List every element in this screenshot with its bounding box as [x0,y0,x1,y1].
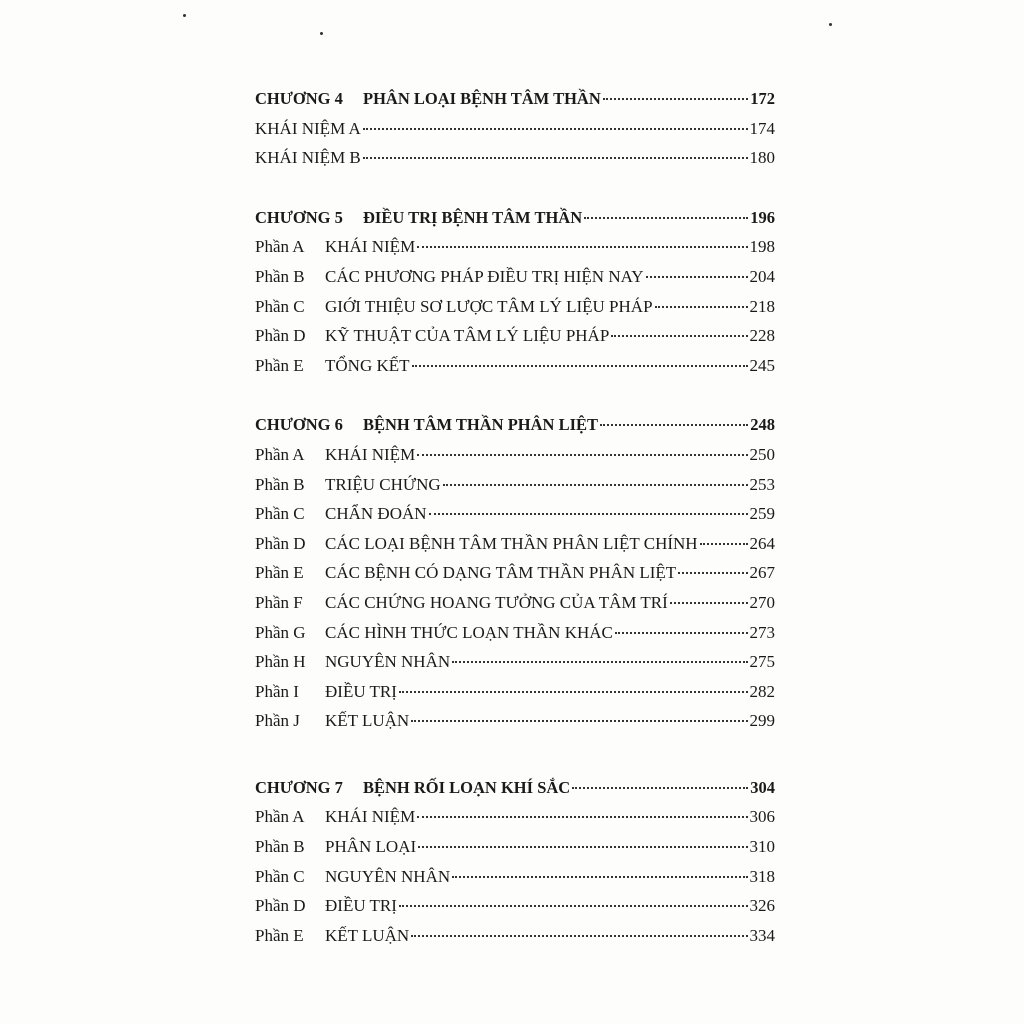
toc-page-number: 304 [750,777,775,797]
toc-part-label: CHƯƠNG 4 [255,89,343,108]
dot-leader [399,904,748,907]
toc-part-label: Phần D [255,326,306,346]
toc-entry [255,921,775,951]
dot-leader [611,334,747,337]
toc-part-label: Phần B [255,266,305,286]
dot-leader [572,786,748,789]
dot-leader [429,512,748,515]
toc-entry [255,618,775,648]
dot-leader [363,127,748,130]
toc-part-label: CHƯƠNG 7 [255,777,343,797]
toc-page-number: 264 [749,533,775,553]
toc-title: TRIỆU CHỨNG [325,474,441,494]
toc-page-number: 310 [749,837,775,857]
toc-part-label: Phần I [255,681,299,701]
toc-part-label: Phần F [255,592,303,612]
toc-chapter [255,203,775,381]
dot-leader [678,571,747,574]
toc-title: KHÁI NIỆM [325,807,416,827]
toc-part-label: Phần E [255,355,304,375]
dot-leader [615,631,748,634]
toc-title: ĐIỀU TRỊ BỆNH TÂM THẦN [363,207,583,227]
toc-title: KẾT LUẬN [325,925,410,945]
toc-title: CÁC CHỨNG HOANG TƯỞNG CỦA TÂM TRÍ [325,592,668,612]
toc-page-number: 270 [749,592,775,612]
chapter-heading [255,84,775,114]
toc-title: KHÁI NIỆM A [255,118,361,138]
toc-title: PHÂN LOẠI BỆNH TÂM THẦN [363,89,601,108]
toc-part-label: Phần C [255,866,305,886]
dust-speck [829,23,832,26]
section-gap [255,736,775,773]
toc-entry [255,470,775,500]
toc-page-number: 334 [749,925,775,945]
toc-title: KỸ THUẬT CỦA TÂM LÝ LIỆU PHÁP [325,326,610,346]
dust-speck [183,14,186,17]
toc-part-label: Phần A [255,237,305,257]
toc-chapter [255,410,775,736]
toc-entry [255,891,775,921]
dot-leader [700,542,748,545]
dot-leader [411,934,747,937]
toc-page-number: 273 [749,622,775,642]
dot-leader [452,660,747,663]
toc-entry [255,677,775,707]
toc-page-number: 174 [749,118,775,138]
dot-leader [452,875,747,878]
toc-title: CHẨN ĐOÁN [325,504,427,524]
toc-title: CÁC BỆNH CÓ DẠNG TÂM THẦN PHÂN LIỆT [325,563,677,583]
toc-part-label: CHƯƠNG 5 [255,207,343,227]
toc-page-number: 318 [749,866,775,886]
toc-page-number: 259 [749,504,775,524]
toc-page-number: 267 [749,563,775,583]
toc-entry [255,802,775,832]
toc-page-number: 326 [749,896,775,916]
toc-entry [255,558,775,588]
toc-part-label: Phần C [255,504,305,524]
toc-entry [255,588,775,618]
toc-page-number: 275 [749,652,775,672]
toc-part-label: Phần B [255,837,305,857]
dot-leader [412,364,748,367]
section-gap [255,380,775,410]
toc-page-number: 282 [749,681,775,701]
toc-part-label: Phần E [255,925,304,945]
toc-page-number: 250 [749,444,775,464]
toc-entry [255,114,775,144]
toc-page-number: 228 [749,326,775,346]
dot-leader [655,305,748,308]
dot-leader [399,690,748,693]
toc-page-number: 248 [750,415,775,435]
toc-title: NGUYÊN NHÂN [325,652,451,672]
toc-title: ĐIỀU TRỊ [325,896,397,916]
toc-page-number: 245 [749,355,775,375]
dot-leader [670,601,748,604]
toc-part-label: CHƯƠNG 6 [255,415,343,435]
toc-page-number: 204 [749,266,775,286]
toc-title: GIỚI THIỆU SƠ LƯỢC TÂM LÝ LIỆU PHÁP [325,296,653,316]
dust-speck [320,32,323,35]
dot-leader [411,719,747,722]
toc-page-number: 218 [749,296,775,316]
toc-entry [255,292,775,322]
chapter-heading [255,203,775,233]
toc-entry [255,706,775,736]
toc-page-number: 299 [749,711,775,731]
toc-part-label: Phần D [255,896,306,916]
toc-title: NGUYÊN NHÂN [325,866,451,886]
toc-chapter [255,84,775,173]
toc-entry [255,232,775,262]
toc-title: BỆNH RỐI LOẠN KHÍ SẮC [363,777,571,797]
toc-title: CÁC LOẠI BỆNH TÂM THẦN PHÂN LIỆT CHÍNH [325,533,698,553]
toc-part-label: Phần A [255,807,305,827]
toc-page-number: 196 [750,207,775,227]
toc-entry [255,862,775,892]
toc-page-number: 172 [750,89,775,108]
toc-part-label: Phần B [255,474,305,494]
toc-part-label: Phần A [255,444,305,464]
dot-leader [600,423,748,426]
toc-chapter [255,773,775,951]
toc-title: CÁC HÌNH THỨC LOẠN THẦN KHÁC [325,622,613,642]
table-of-contents [255,84,775,950]
toc-part-label: Phần C [255,296,305,316]
toc-part-label: Phần G [255,622,306,642]
dot-leader [417,453,747,456]
dot-leader [418,845,747,848]
chapter-heading [255,410,775,440]
toc-entry [255,351,775,381]
dot-leader [603,97,748,100]
toc-part-label: Phần J [255,711,300,731]
dot-leader [443,483,748,486]
dot-leader [417,245,747,248]
toc-entry [255,321,775,351]
toc-part-label: Phần D [255,533,306,553]
toc-page-number: 306 [749,807,775,827]
toc-title: ĐIỀU TRỊ [325,681,397,701]
dot-leader [417,815,747,818]
toc-page-number: 180 [749,148,775,168]
toc-entry [255,143,775,173]
toc-title: KHÁI NIỆM [325,444,416,464]
toc-page-number: 253 [749,474,775,494]
toc-title: PHÂN LOẠI [325,837,417,857]
toc-title: KẾT LUẬN [325,711,410,731]
toc-entry [255,262,775,292]
chapter-heading [255,773,775,803]
dot-leader [363,156,748,159]
toc-title: TỔNG KẾT [325,355,410,375]
dot-leader [584,216,748,219]
toc-entry [255,529,775,559]
section-gap [255,173,775,203]
toc-title: KHÁI NIỆM B [255,148,361,168]
dot-leader [646,275,748,278]
toc-title: KHÁI NIỆM [325,237,416,257]
toc-part-label: Phần H [255,652,306,672]
toc-title: BỆNH TÂM THẦN PHÂN LIỆT [363,415,599,435]
toc-entry [255,499,775,529]
toc-title: CÁC PHƯƠNG PHÁP ĐIỀU TRỊ HIỆN NAY [325,266,644,286]
toc-page-number: 198 [749,237,775,257]
toc-entry [255,440,775,470]
toc-entry [255,832,775,862]
toc-part-label: Phần E [255,563,304,583]
toc-entry [255,647,775,677]
